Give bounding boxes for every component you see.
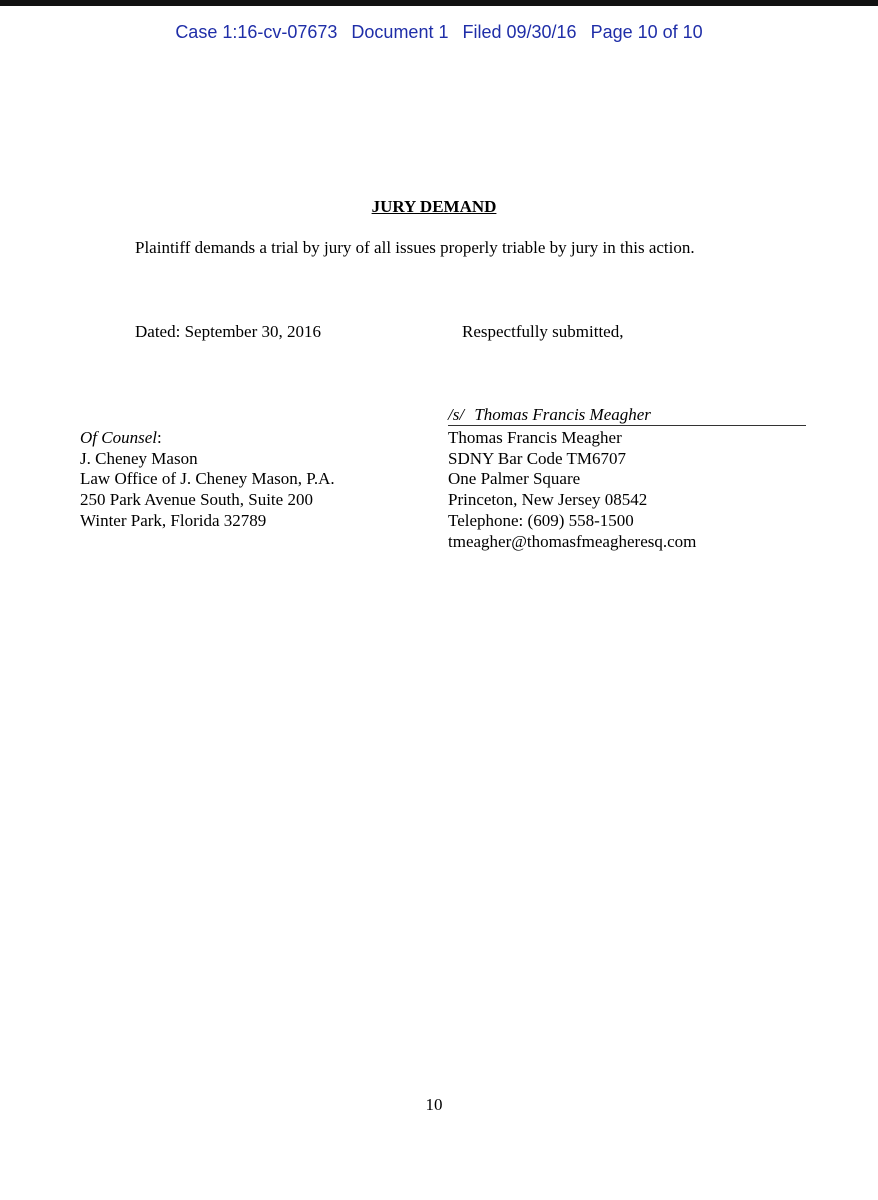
page-top-edge xyxy=(0,0,878,6)
counsel-street: 250 Park Avenue South, Suite 200 xyxy=(80,490,313,510)
case-number: Case 1:16-cv-07673 xyxy=(175,22,338,42)
signer-city: Princeton, New Jersey 08542 xyxy=(448,490,648,510)
of-counsel-colon: : xyxy=(156,428,162,447)
counsel-city: Winter Park, Florida 32789 xyxy=(80,510,267,530)
filed-date: Filed 09/30/16 xyxy=(462,22,577,42)
counsel-firm: Law Office of J. Cheney Mason, P.A. xyxy=(80,469,335,489)
of-counsel-block xyxy=(80,428,335,532)
signer-email: tmeagher@thomasfmeagheresq.com xyxy=(448,531,697,551)
signer-street: One Palmer Square xyxy=(448,469,581,489)
document-number: Document 1 xyxy=(351,22,449,42)
signer-name: Thomas Francis Meagher xyxy=(448,428,622,447)
signature-slash: /s/ xyxy=(448,405,465,424)
dated-line: Dated: September 30, 2016 xyxy=(135,322,322,341)
ecf-filing-header xyxy=(0,22,878,43)
signature-name: Thomas Francis Meagher xyxy=(474,405,651,424)
of-counsel-label-text: Of Counsel xyxy=(80,428,157,447)
respectfully-submitted: Respectfully submitted, xyxy=(462,322,624,341)
counsel-name: J. Cheney Mason xyxy=(80,448,198,468)
signature-line xyxy=(448,405,806,426)
jury-demand-heading: JURY DEMAND xyxy=(371,197,497,216)
signer-block xyxy=(448,428,696,552)
page-number: 10 xyxy=(425,1095,443,1114)
jury-demand-text: Plaintiff demands a trial by jury of all issues properly triable by jury in this action. xyxy=(135,238,695,257)
signer-bar-code: SDNY Bar Code TM6707 xyxy=(448,448,627,468)
signer-telephone: Telephone: (609) 558-1500 xyxy=(448,510,634,530)
page-count: Page 10 of 10 xyxy=(590,22,703,42)
of-counsel-label xyxy=(80,428,335,449)
